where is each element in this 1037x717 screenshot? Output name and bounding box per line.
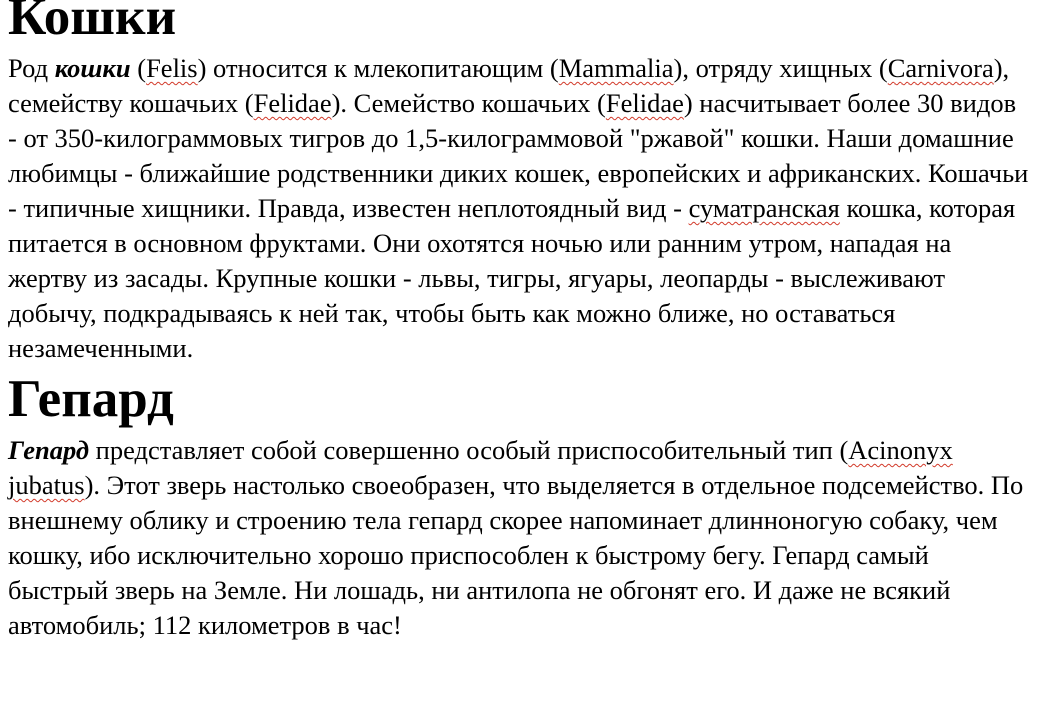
text-run: ) насчитывает более 30 видов - от 350-килограммовых тигров до 1,5-килограммовой "ржавой" кошки. Наши домашние любимцы - ближайшие родственники диких кошек, европейских и африканских. Кошачьи - типичные хищники. Правда, известен неплотоядный вид -: [8, 88, 1029, 223]
text-run-bold-italic: Гепард: [8, 435, 90, 465]
text-run: ), семейству кошачьих (: [8, 53, 1010, 118]
text-run: ), отряду хищных (: [673, 53, 888, 83]
text-run: Род: [8, 53, 55, 83]
text-run: ). Семейство кошачьих (: [331, 88, 606, 118]
spellcheck-word[interactable]: Felis: [146, 53, 198, 83]
text-run: кошка, которая питается в основном фруктами. Они охотятся ночью или ранним утром, нападая на жертву из засады. Крупные кошки - львы, тигры, ягуары, леопарды - выслеживают добычу, подкрадываясь к ней так, чтобы быть как можно ближе, но оставаться незамеченными.: [8, 193, 1016, 363]
spellcheck-word[interactable]: Mammalia: [558, 53, 674, 83]
spellcheck-word[interactable]: Acinonyx: [848, 435, 953, 465]
text-run: (: [130, 53, 147, 83]
paragraph-cheetah[interactable]: [8, 433, 1029, 643]
spellcheck-word[interactable]: Carnivora: [887, 53, 994, 83]
spellcheck-word[interactable]: jubatus: [8, 470, 85, 500]
spellcheck-word[interactable]: суматранская: [688, 193, 840, 223]
paragraph-cats[interactable]: [8, 51, 1029, 366]
heading-cheetah: Гепард: [8, 370, 174, 428]
text-run: ). Этот зверь настолько своеобразен, что выделяется в отдельное подсемейство. По внешнему облику и строению тела гепард скорее напоминает длинноногую собаку, чем кошку, ибо исключительно хорошо приспособлен к быстрому бегу. Гепард самый быстрый зверь на Земле. Ни лошадь, ни антилопа не обгонят его. И даже не всякий автомобиль; 112 километров в час!: [8, 470, 1024, 640]
text-run: ) относится к млекопитающим (: [197, 53, 559, 83]
spellcheck-word[interactable]: Felidae: [605, 88, 684, 118]
heading-cats: Кошки: [8, 0, 177, 46]
text-run-bold-italic: кошки: [54, 53, 131, 83]
text-run: представляет собой совершенно особый приспособительный тип (: [89, 435, 849, 465]
spellcheck-word[interactable]: Felidae: [253, 88, 332, 118]
